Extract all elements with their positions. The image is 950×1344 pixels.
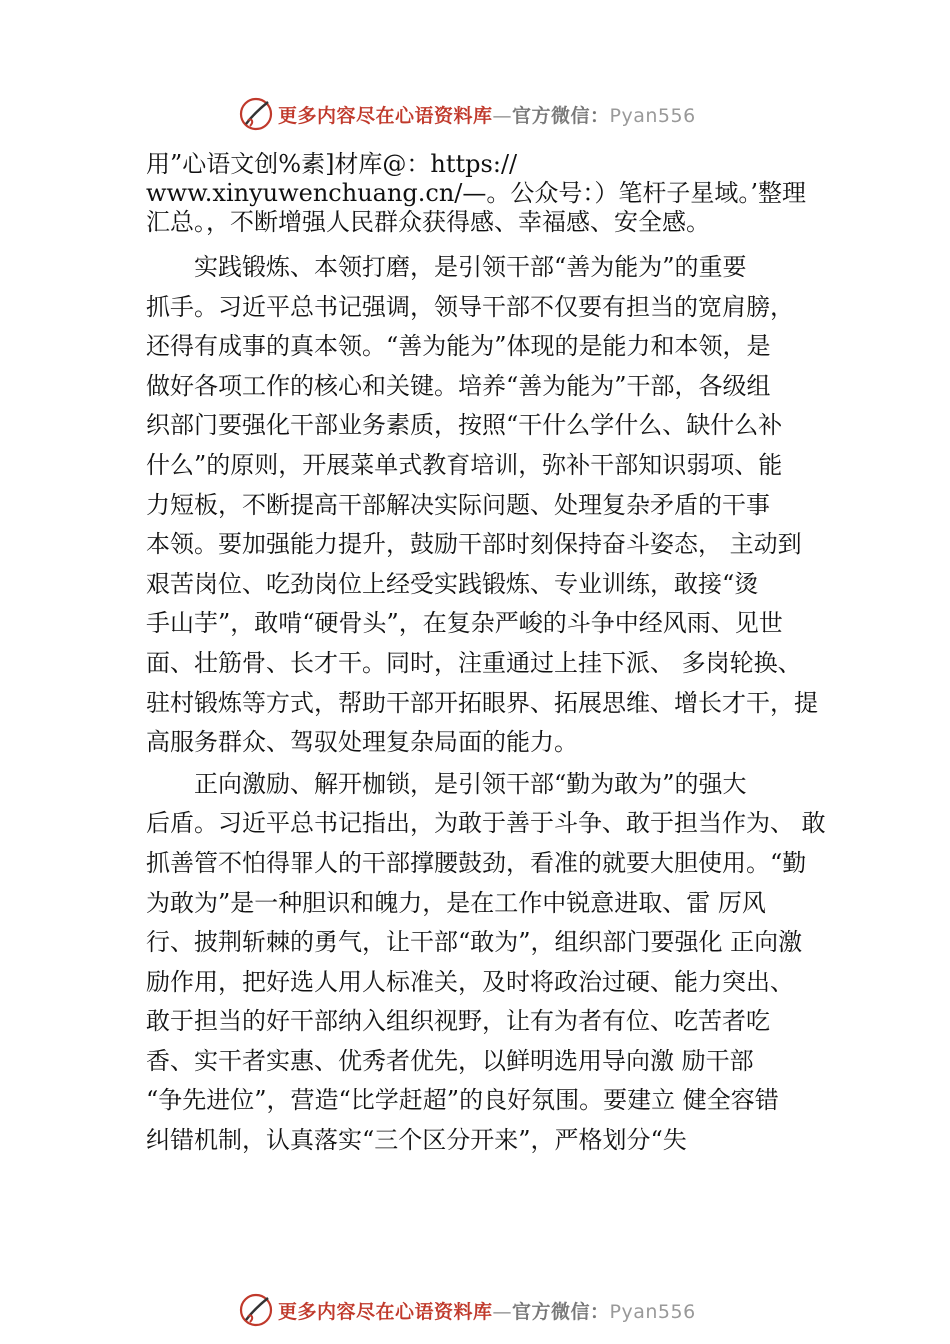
text-line: 织部门要强化干部业务素质，按照“干什么学什么、缺什么补 [146, 411, 783, 440]
text-line: 为敢为”是一种胆识和魄力，是在工作中锐意进取、雷 厉风 [146, 888, 766, 917]
text-line: 力短板，不断提高干部解决实际问题、处理复杂矛盾的干事 [146, 490, 770, 519]
text-line: www.xinyuwenchuang.cn/—。公众号：）笔杆子星域。’整理 [146, 179, 807, 207]
document-body [146, 150, 836, 1161]
brush-logo-icon [238, 1292, 274, 1328]
brush-logo-icon [238, 96, 274, 132]
text-line: 行、披荆斩棘的勇气，让干部“敢为”，组织部门要强化 正向激 [146, 928, 803, 957]
watermark-separator: — [492, 1300, 513, 1323]
text-line: 抓手。习近平总书记强调，领导干部不仅要有担当的宽肩膀， [146, 292, 794, 321]
watermark-text [278, 101, 696, 128]
text-line: 励作用，把好选人用人标准关，及时将政治过硬、能力突出、 [146, 967, 794, 996]
text-line: 做好各项工作的核心和关键。培养“善为能为”干部，各级组 [146, 371, 771, 400]
text-line: 什么”的原则，开展菜单式教育培训，弥补干部知识弱项、能 [146, 450, 783, 479]
text-line: 驻村锻炼等方式，帮助干部开拓眼界、拓展思维、增长才干，提 [146, 688, 818, 717]
text-line: 抓善管不怕得罪人的干部撑腰鼓劲，看准的就要大胆使用。“勤 [146, 848, 807, 877]
watermark-library-name: 更多内容尽在心语资料库 [278, 1300, 493, 1323]
watermark-text [278, 1297, 696, 1324]
footer-watermark-banner [238, 1290, 696, 1330]
paragraph-start-line: 实践锻炼、本领打磨，是引领干部“善为能为”的重要 [146, 253, 747, 281]
text-line: 香、实干者实惠、优秀者优先，以鲜明选用导向激 励干部 [146, 1046, 754, 1075]
text-line: 纠错机制，认真落实“三个区分开来”，严格划分“失 [146, 1126, 687, 1155]
text-line: 还得有成事的真本领。“善为能为”体现的是能力和本领，是 [146, 332, 771, 361]
text-line: 本领。要加强能力提升，鼓励干部时刻保持奋斗姿态， 主动到 [146, 530, 802, 559]
text-line: 敢于担当的好干部纳入组织视野，让有为者有位、吃苦者吃 [146, 1007, 770, 1036]
text-line: 用”心语文创%素]材库@：https:// [146, 150, 518, 178]
watermark-wechat-label: 官方微信： [512, 1300, 610, 1323]
watermark-wechat-id: Pyan556 [609, 1300, 696, 1323]
watermark-separator: — [492, 104, 513, 127]
text-line: 后盾。习近平总书记指出，为敢于善于斗争、敢于担当作为、 敢 [146, 809, 826, 838]
watermark-wechat-label: 官方微信： [512, 104, 610, 127]
header-watermark-banner [238, 94, 696, 134]
paragraph-start-line: 正向激励、解开枷锁，是引领干部“勤为敢为”的强大 [146, 769, 747, 798]
watermark-wechat-id: Pyan556 [609, 104, 696, 127]
text-line: 高服务群众、驾驭处理复杂局面的能力。 [146, 728, 578, 757]
text-line: “争先进位”，营造“比学赶超”的良好氛围。要建立 健全容错 [146, 1086, 779, 1115]
watermark-library-name: 更多内容尽在心语资料库 [278, 104, 493, 127]
text-line: 手山芋”，敢啃“硬骨头”，在复杂严峻的斗争中经风雨、见世 [146, 609, 783, 638]
text-line: 汇总。，不断增强人民群众获得感、幸福感、安全感。 [146, 208, 710, 236]
text-line: 艰苦岗位、吃劲岗位上经受实践锻炼、专业训练，敢接“烫 [146, 569, 759, 598]
text-line: 面、壮筋骨、长才干。同时，注重通过上挂下派、 多岗轮换、 [146, 648, 802, 677]
